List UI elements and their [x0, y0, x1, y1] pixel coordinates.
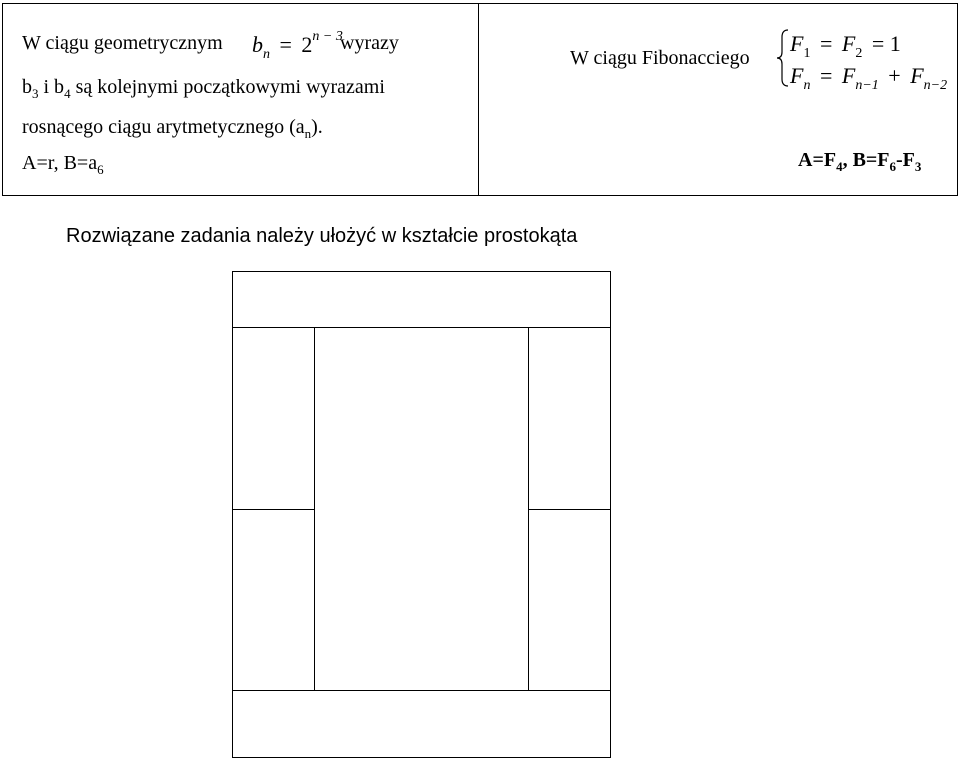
- line3-end: ).: [311, 116, 323, 138]
- left-task-answer: [22, 152, 104, 177]
- geometric-formula: [252, 29, 343, 62]
- task-table-divider: [478, 3, 479, 196]
- fib-eq1: [790, 31, 901, 61]
- right-column-split: [528, 509, 611, 510]
- right-answer-minus: -F: [896, 149, 915, 171]
- formula-n: n: [263, 47, 270, 62]
- eq2-sb: n−2: [923, 78, 948, 93]
- eq1-eq: =: [819, 31, 833, 56]
- eq2-fa: F: [841, 63, 856, 88]
- eq1-f1: F: [790, 31, 804, 56]
- right-answer-c-sub: 3: [914, 159, 922, 174]
- formula-eq: =: [279, 32, 292, 57]
- left-task-line2: [22, 76, 385, 101]
- eq2-plus: +: [888, 63, 901, 88]
- line3-text: rosnącego ciągu arytmetycznego (a: [22, 116, 305, 138]
- left-answer-sub: 6: [97, 162, 104, 177]
- arrangement-frame: [232, 271, 611, 758]
- left-task-line1-prefix: W ciągu geometrycznym: [22, 32, 223, 54]
- right-answer-a: A=F: [798, 149, 837, 171]
- fib-eq2: [790, 63, 948, 93]
- line2-b: b: [22, 76, 32, 98]
- right-task-prefix: W ciągu Fibonacciego: [570, 47, 750, 69]
- line2-i: i b: [38, 76, 65, 98]
- eq1-eq2: = 1: [871, 31, 901, 56]
- eq2-fb: F: [910, 63, 924, 88]
- eq2-fn: F: [790, 63, 804, 88]
- left-column-split: [232, 509, 315, 510]
- formula-exp: n − 3: [312, 29, 343, 44]
- line2-sub3: 3: [32, 86, 39, 101]
- line2-sub4: 4: [64, 86, 71, 101]
- right-task-answer: [798, 149, 922, 174]
- formula-base: 2: [301, 32, 313, 57]
- eq1-s1: 1: [803, 46, 811, 61]
- eq2-sn: n: [803, 78, 811, 93]
- left-answer-main: A=r, B=a: [22, 152, 98, 174]
- line3-sub-n: n: [304, 126, 312, 141]
- eq1-f2: F: [841, 31, 856, 56]
- right-answer-b-sub: 6: [889, 159, 897, 174]
- line2-rest: są kolejnymi początkowymi wyrazami: [70, 76, 385, 98]
- eq2-eq: =: [819, 63, 833, 88]
- top-row-divider: [232, 327, 611, 328]
- bottom-row-divider: [232, 690, 611, 691]
- right-answer-a-sub: 4: [836, 159, 843, 174]
- left-task-line3: [22, 116, 323, 141]
- instruction-text: Rozwiązane zadania należy ułożyć w kształcie prostokąta: [66, 225, 578, 247]
- left-task-line1: [22, 33, 223, 53]
- right-answer-b: , B=F: [842, 149, 890, 171]
- eq2-sa: n−1: [855, 78, 879, 93]
- left-task-line1-suffix: wyrazy: [340, 32, 399, 54]
- formula-b: b: [252, 32, 263, 57]
- system-brace: [776, 28, 790, 88]
- eq1-s2: 2: [855, 46, 863, 61]
